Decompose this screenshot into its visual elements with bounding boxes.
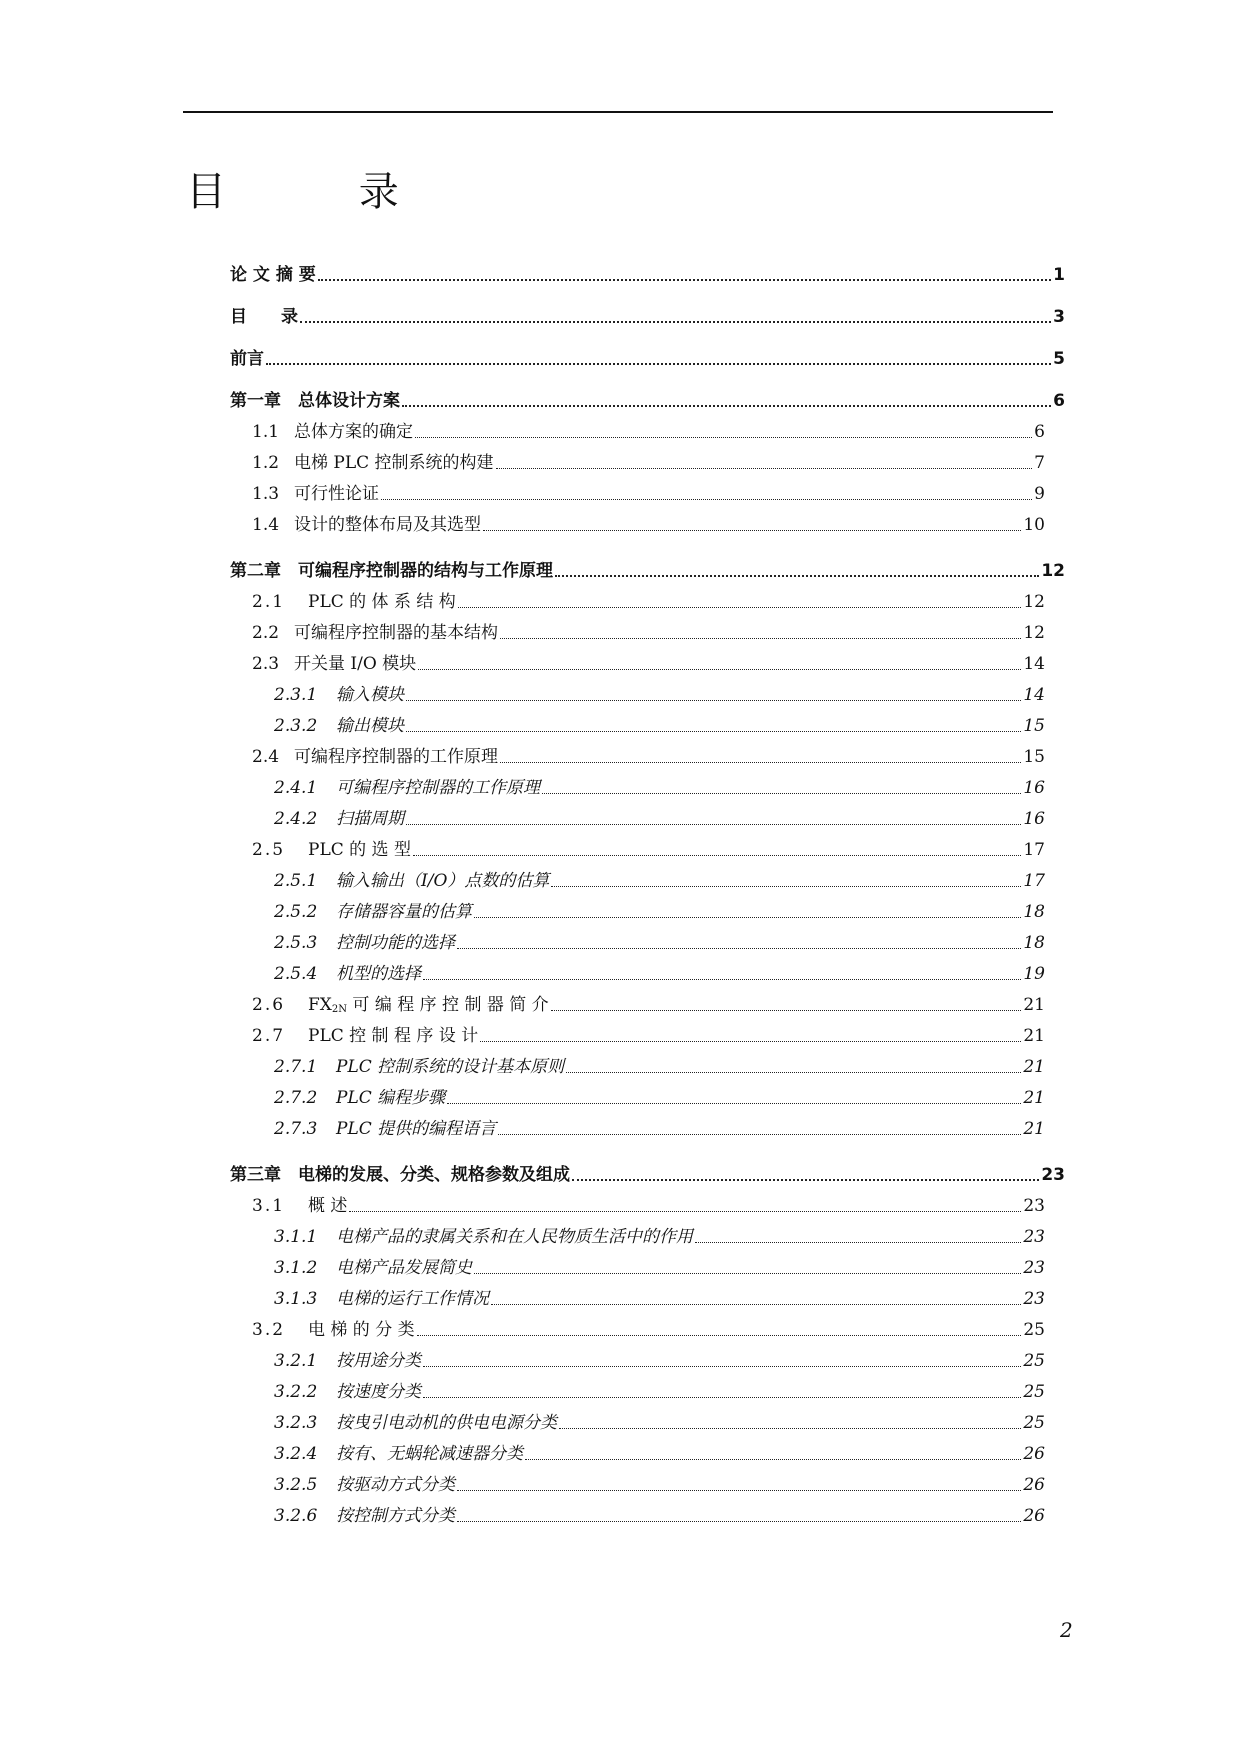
toc-chapter-entry[interactable]: [230, 260, 1065, 285]
toc-section-entry[interactable]: [252, 479, 1045, 504]
toc-entry-number: 2.3.2: [274, 716, 318, 736]
toc-section-entry[interactable]: [252, 417, 1045, 442]
toc-entry-number: 2.7.1: [274, 1057, 318, 1077]
toc-entry-page: 12: [1023, 592, 1045, 612]
dot-leader: [457, 1521, 1021, 1522]
toc-entry-number: 2.5.4: [274, 964, 318, 984]
dot-leader: [498, 1134, 1021, 1135]
toc-entry-page: 25: [1023, 1351, 1045, 1371]
toc-entry-title: PLC 控制系统的设计基本原则: [336, 1057, 565, 1077]
dot-leader: [480, 1041, 1021, 1042]
toc-entry-number: 3.2.1: [274, 1351, 318, 1371]
toc-entry-number: 2.5.2: [274, 902, 318, 922]
toc-entry-page: 21: [1023, 1057, 1045, 1077]
toc-entry-number: 2.5.3: [274, 933, 318, 953]
toc-entry-page: 12: [1023, 623, 1045, 643]
toc-entry-title: 目 录: [230, 307, 298, 327]
toc-subsection-entry[interactable]: [274, 1439, 1045, 1464]
toc-entry-title: 可行性论证: [294, 484, 379, 504]
toc-entry-page: 21: [1023, 1088, 1045, 1108]
toc-section-entry[interactable]: [252, 649, 1045, 674]
toc-entry-title: 按用途分类: [336, 1351, 421, 1371]
toc-entry-title: PLC 的 选 型: [308, 840, 411, 860]
dot-leader: [551, 1010, 1022, 1011]
toc-entry-title: 存储器容量的估算: [336, 902, 472, 922]
toc-entry-title: 电 梯 的 分 类: [308, 1320, 415, 1340]
toc-entry-page: 16: [1023, 809, 1045, 829]
toc-entry-number: 2.6: [252, 995, 286, 1015]
toc-subsection-entry[interactable]: [274, 1052, 1045, 1077]
toc-entry-page: 25: [1023, 1382, 1045, 1402]
toc-entry-title: 开关量 I/O 模块: [294, 654, 417, 674]
toc-entry-number: 2.5: [252, 840, 286, 860]
toc-chapter-entry[interactable]: [230, 1160, 1065, 1185]
toc-subsection-entry[interactable]: [274, 866, 1045, 891]
dot-leader: [500, 762, 1021, 763]
toc-entry-page: 23: [1023, 1258, 1045, 1278]
dot-leader: [559, 1428, 1021, 1429]
toc-section-entry[interactable]: [252, 448, 1045, 473]
toc-chapter-entry[interactable]: [230, 302, 1065, 327]
toc-entry-title: 电梯 PLC 控制系统的构建: [294, 453, 494, 473]
toc-entry-page: 6: [1034, 422, 1045, 442]
toc-section-entry[interactable]: [252, 742, 1045, 767]
toc-entry-page: 21: [1023, 995, 1045, 1015]
dot-leader: [500, 638, 1021, 639]
toc-chapter-entry[interactable]: [230, 386, 1065, 411]
toc-entry-title: 总体方案的确定: [294, 422, 413, 442]
toc-chapter-entry[interactable]: [230, 344, 1065, 369]
dot-leader: [572, 1179, 1039, 1181]
toc-section-entry[interactable]: [252, 1315, 1045, 1340]
dot-leader: [525, 1459, 1021, 1460]
toc-entry-number: 3.1.3: [274, 1289, 318, 1309]
toc-entry-number: 3.1.1: [274, 1227, 318, 1247]
toc-chapter-entry[interactable]: [230, 556, 1065, 581]
toc-entry-title: 电梯产品发展简史: [336, 1258, 472, 1278]
dot-leader: [318, 279, 1051, 281]
toc-subsection-entry[interactable]: [274, 711, 1045, 736]
dot-leader: [415, 437, 1032, 438]
toc-subsection-entry[interactable]: [274, 1222, 1045, 1247]
toc-entry-title: 电梯的运行工作情况: [336, 1289, 489, 1309]
toc-entry-number: 3.1.2: [274, 1258, 318, 1278]
dot-leader: [406, 731, 1021, 732]
toc-entry-title: 电梯产品的隶属关系和在人民物质生活中的作用: [336, 1227, 693, 1247]
dot-leader: [447, 1103, 1021, 1104]
toc-entry-page: 23: [1023, 1289, 1045, 1309]
dot-leader: [300, 321, 1051, 323]
dot-leader: [413, 855, 1021, 856]
toc-entry-title: PLC 提供的编程语言: [336, 1119, 497, 1139]
toc-entry-number: 1.1: [252, 422, 280, 442]
toc-entry-title: PLC 的 体 系 结 构: [308, 592, 456, 612]
toc-entry-title-main: FX: [308, 995, 332, 1015]
toc-entry-page: 19: [1023, 964, 1045, 984]
toc-entry-page: 26: [1023, 1444, 1045, 1464]
toc-entry-page: 15: [1023, 716, 1045, 736]
toc-subsection-entry[interactable]: [274, 1253, 1045, 1278]
toc-entry-number: 1.2: [252, 453, 280, 473]
dot-leader: [406, 824, 1021, 825]
dot-leader: [695, 1242, 1021, 1243]
toc-entry-title-rest: 可 编 程 序 控 制 器 简 介: [347, 995, 549, 1015]
dot-leader: [349, 1211, 1021, 1212]
toc-entry-page: 9: [1034, 484, 1045, 504]
dot-leader: [542, 793, 1021, 794]
toc-section-entry[interactable]: [252, 990, 1045, 1015]
toc-entry-number: 2.7: [252, 1026, 286, 1046]
toc-entry-title: 设计的整体布局及其选型: [294, 515, 481, 535]
toc-entry-number: 3.2.3: [274, 1413, 318, 1433]
toc-entry-title: 可编程序控制器的工作原理: [294, 747, 498, 767]
dot-leader: [458, 607, 1022, 608]
toc-entry-number: 3.2.5: [274, 1475, 318, 1495]
toc-entry-page: 18: [1023, 902, 1045, 922]
toc-entry-number: 1.4: [252, 515, 280, 535]
toc-entry-page: 16: [1023, 778, 1045, 798]
toc-entry-page: 23: [1023, 1227, 1045, 1247]
toc-entry-page: 23: [1041, 1165, 1065, 1185]
toc-entry-title: 第三章 电梯的发展、分类、规格参数及组成: [230, 1165, 570, 1185]
toc-entry-title: 按控制方式分类: [336, 1506, 455, 1526]
toc-entry-title: [308, 990, 549, 1015]
toc-entry-page: 7: [1034, 453, 1045, 473]
dot-leader: [491, 1304, 1021, 1305]
toc-subsection-entry[interactable]: [274, 773, 1045, 798]
toc-subsection-entry[interactable]: [274, 1470, 1045, 1495]
dot-leader: [423, 1397, 1021, 1398]
dot-leader: [423, 979, 1021, 980]
toc-entry-number: 3.1: [252, 1196, 286, 1216]
dot-leader: [457, 948, 1021, 949]
dot-leader: [551, 886, 1021, 887]
toc-subsection-entry[interactable]: [274, 897, 1045, 922]
dot-leader: [423, 1366, 1021, 1367]
dot-leader: [474, 1273, 1021, 1274]
toc-subsection-entry[interactable]: [274, 959, 1045, 984]
toc-entry-number: 2.4.2: [274, 809, 318, 829]
toc-entry-title: 第一章 总体设计方案: [230, 391, 400, 411]
toc-entry-title: 按速度分类: [336, 1382, 421, 1402]
toc-entry-page: 25: [1023, 1320, 1045, 1340]
dot-leader: [555, 575, 1039, 577]
toc-subsection-entry[interactable]: [274, 804, 1045, 829]
toc-entry-page: 6: [1053, 391, 1065, 411]
dot-leader: [266, 363, 1051, 365]
toc-entry-number: 2.3: [252, 654, 280, 674]
toc-section-entry[interactable]: [252, 835, 1045, 860]
toc-entry-number: 2.4: [252, 747, 280, 767]
toc-entry-number: 2.7.3: [274, 1119, 318, 1139]
toc-subsection-entry[interactable]: [274, 1083, 1045, 1108]
toc-entry-page: 3: [1053, 307, 1065, 327]
toc-entry-page: 23: [1023, 1196, 1045, 1216]
toc-entry-title: PLC 控 制 程 序 设 计: [308, 1026, 479, 1046]
toc-entry-number: 3.2.6: [274, 1506, 318, 1526]
toc-entry-page: 25: [1023, 1413, 1045, 1433]
dot-leader: [474, 917, 1021, 918]
toc-section-entry[interactable]: [252, 587, 1045, 612]
toc-entry-page: 21: [1023, 1026, 1045, 1046]
toc-entry-number: 2.7.2: [274, 1088, 318, 1108]
toc-entry-title: 论 文 摘 要: [230, 265, 316, 285]
toc-entry-page: 15: [1023, 747, 1045, 767]
page-title: 目 录: [186, 169, 459, 215]
toc-subsection-entry[interactable]: [274, 1346, 1045, 1371]
toc-entry-title: 输出模块: [336, 716, 404, 736]
toc-entry-title: 输入模块: [336, 685, 404, 705]
dot-leader: [566, 1072, 1021, 1073]
dot-leader: [483, 530, 1021, 531]
toc-entry-title: 第二章 可编程序控制器的结构与工作原理: [230, 561, 553, 581]
toc-subsection-entry[interactable]: [274, 928, 1045, 953]
toc-entry-title-subscript: 2N: [331, 1004, 348, 1015]
dot-leader: [417, 1335, 1022, 1336]
page-number: 2: [1060, 1618, 1073, 1642]
toc-entry-number: 2.4.1: [274, 778, 318, 798]
toc-entry-page: 18: [1023, 933, 1045, 953]
toc-entry-page: 1: [1053, 265, 1065, 285]
toc-entry-title: 机型的选择: [336, 964, 421, 984]
toc-entry-title: 扫描周期: [336, 809, 404, 829]
toc-subsection-entry[interactable]: [274, 680, 1045, 705]
toc-section-entry[interactable]: [252, 1021, 1045, 1046]
toc-entry-number: 3.2.4: [274, 1444, 318, 1464]
dot-leader: [406, 700, 1021, 701]
toc-subsection-entry[interactable]: [274, 1408, 1045, 1433]
dot-leader: [381, 499, 1032, 500]
toc-entry-page: 14: [1023, 685, 1045, 705]
toc-section-entry[interactable]: [252, 618, 1045, 643]
toc-entry-page: 26: [1023, 1506, 1045, 1526]
dot-leader: [457, 1490, 1021, 1491]
toc-entry-title: 输入输出（I/O）点数的估算: [336, 871, 550, 891]
toc-entry-title: 控制功能的选择: [336, 933, 455, 953]
toc-entry-title: 按有、无蜗轮减速器分类: [336, 1444, 523, 1464]
toc-entry-page: 17: [1023, 840, 1045, 860]
toc-entry-number: 2.5.1: [274, 871, 318, 891]
toc-entry-number: 1.3: [252, 484, 280, 504]
toc-subsection-entry[interactable]: [274, 1377, 1045, 1402]
dot-leader: [496, 468, 1033, 469]
toc-entry-page: 26: [1023, 1475, 1045, 1495]
toc-section-entry[interactable]: [252, 510, 1045, 535]
toc-section-entry[interactable]: [252, 1191, 1045, 1216]
toc-entry-title: 前言: [230, 349, 264, 369]
toc-entry-page: 14: [1023, 654, 1045, 674]
toc-entry-page: 12: [1041, 561, 1065, 581]
toc-entry-title: 按曳引电动机的供电电源分类: [336, 1413, 557, 1433]
toc-entry-title: 可编程序控制器的基本结构: [294, 623, 498, 643]
toc-subsection-entry[interactable]: [274, 1114, 1045, 1139]
header-rule: [183, 111, 1053, 113]
toc-entry-page: 5: [1053, 349, 1065, 369]
toc-subsection-entry[interactable]: [274, 1284, 1045, 1309]
dot-leader: [418, 669, 1021, 670]
dot-leader: [402, 405, 1051, 407]
toc-entry-title: 概 述: [308, 1196, 348, 1216]
toc-entry-title: 可编程序控制器的工作原理: [336, 778, 540, 798]
toc-entry-page: 21: [1023, 1119, 1045, 1139]
toc-entry-number: 3.2.2: [274, 1382, 318, 1402]
toc-subsection-entry[interactable]: [274, 1501, 1045, 1526]
toc-entry-title: PLC 编程步骤: [336, 1088, 446, 1108]
toc-entry-page: 17: [1023, 871, 1045, 891]
toc-entry-number: 3.2: [252, 1320, 286, 1340]
toc-entry-number: 2.2: [252, 623, 280, 643]
toc-entry-title: 按驱动方式分类: [336, 1475, 455, 1495]
toc-entry-number: 2.1: [252, 592, 286, 612]
toc-entry-page: 10: [1023, 515, 1045, 535]
toc-entry-number: 2.3.1: [274, 685, 318, 705]
